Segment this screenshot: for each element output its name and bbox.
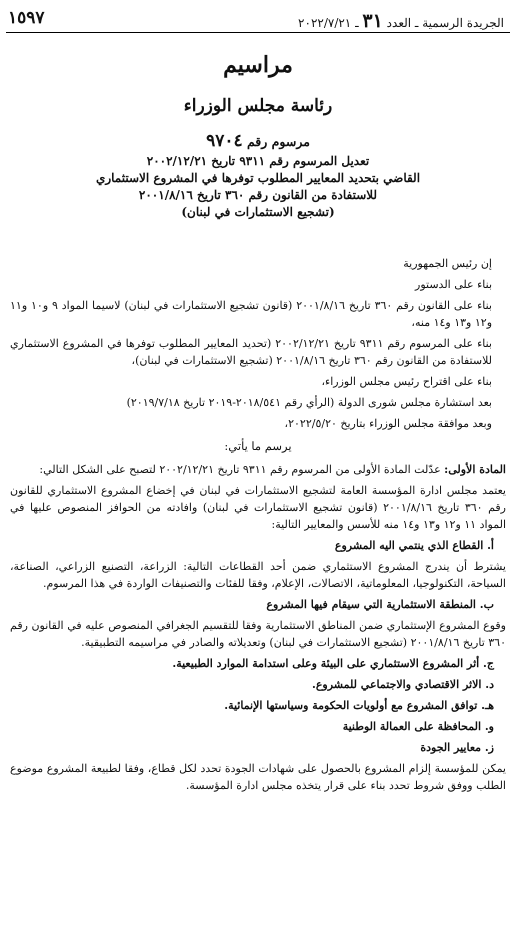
decrees-line: يرسم ما يأتي:: [224, 439, 292, 453]
preamble-line: بناء على المرسوم رقم ٩٣١١ تاريخ ٢٠٠٢/١٢/٢١ (تحديد المعايير المطلوب توفرها في المشروع الاستثماري للاستفادة من القانون رقم ٣٦٠ تاريخ ٢٠٠١/٨/١٦ (تشجيع الاستثمارات في لبنان)،: [10, 337, 492, 367]
decree-number: ٩٧٠٤: [206, 131, 243, 151]
decree-body: [10, 255, 506, 798]
authority-title: رئاسة مجلس الوزراء: [183, 96, 333, 116]
page-header: [6, 6, 510, 32]
journal-issue-line: [298, 10, 504, 32]
article-one-body: يعتمد مجلس ادارة المؤسسة العامة لتشجيع الاستثمارات في لبنان في إخضاع المشروع الاستثماري للقانون رقم ٣٦٠ تاريخ ٢٠٠١/٨/١٦ (قانون تشجيع الاستثمارات في لبنان) وافادته من الحوافز المنصوص عليها في المواد ١١ و١٢ و١٣ و١٤ منه للأسس والمعايير التالية:: [10, 484, 506, 531]
decree-title-line: للاستفادة من القانون رقم ٣٦٠ تاريخ ٢٠٠١/٨/١٦: [138, 188, 378, 202]
article-one: [10, 461, 506, 478]
preamble-line: بناء على اقتراح رئيس مجلس الوزراء،: [321, 375, 492, 388]
criterion-heading: و. المحافظة على العمالة الوطنية: [342, 720, 494, 733]
criterion-text: يشترط أن يندرج المشروع الاستثماري ضمن أحد القطاعات التالية: الزراعة، التصنيع الزراعي، الصناعة، السياحة، التكنولوجيا، المعلوماتية، الاتصالات، الإعلام، وفقا للفئات والتصنيفات الواردة في هذا المرسوم.: [10, 560, 506, 590]
criterion-heading: ج. أثر المشروع الاستثماري على البيئة وعلى استدامة الموارد الطبيعية.: [172, 657, 494, 670]
criterion-heading: هـ. توافق المشروع مع أولويات الحكومة وسياستها الإنمائية.: [224, 699, 494, 712]
preamble-line: بناء على القانون رقم ٣٦٠ تاريخ ٢٠٠١/٨/١٦ (قانون تشجيع الاستثمارات في لبنان) لاسيما المواد ٩ و١٠ و١١ و١٢ و١٣ و١٤ منه،: [10, 299, 492, 329]
journal-name: الجريدة الرسمية ـ العدد: [386, 16, 504, 30]
decree-title-line: تعديل المرسوم رقم ٩٣١١ تاريخ ٢٠٠٢/١٢/٢١: [146, 154, 370, 168]
article-one-label: المادة الأولى:: [444, 463, 506, 476]
decree-title-line: القاضي بتحديد المعايير المطلوب توفرها في المشروع الاستثماري: [95, 171, 421, 185]
issue-number: ٣١: [362, 10, 383, 32]
issue-date: ـ ٢٠٢٢/٧/٢١: [298, 16, 359, 30]
decree-title-line: (تشجيع الاستثمارات في لبنان): [181, 205, 335, 219]
decree-title: [20, 153, 496, 221]
criterion-heading: أ. القطاع الذي ينتمي اليه المشروع: [334, 539, 494, 552]
decree-label: مرسوم رقم: [246, 134, 310, 149]
preamble-line: إن رئيس الجمهورية: [403, 257, 492, 270]
preamble-line: بناء على الدستور: [415, 278, 492, 291]
criterion-heading: د. الاثر الاقتصادي والاجتماعي للمشروع.: [312, 678, 494, 691]
criterion-text: وقوع المشروع الإستثماري ضمن المناطق الاستثمارية وفقا للتقسيم الجغرافي المنصوص عليه في القانون رقم ٣٦٠ تاريخ ٢٠٠١/٨/١٦ (تشجيع الاستثمارات في لبنان) وتعديلاته والصادر في مراسيمه التطبيقية.: [10, 619, 506, 649]
article-one-text: عدّلت المادة الأولى من المرسوم رقم ٩٣١١ تاريخ ٢٠٠٢/١٢/٢١ لتصبح على الشكل التالي:: [39, 463, 441, 476]
criterion-text: يمكن للمؤسسة إلزام المشروع بالحصول على شهادات الجودة تحدد لكل قطاع، وفقا لطبيعة المشروع موضوع الطلب ووفق شروط تحدد بناء على قرار يتخذه مجلس ادارة المؤسسة.: [10, 762, 506, 792]
section-title: مراسيم: [223, 52, 293, 78]
criterion-heading: ز. معايير الجودة: [420, 741, 494, 754]
preamble-line: بعد استشارة مجلس شورى الدولة (الرأي رقم ٢٠١٨/٥٤١-٢٠١٩ تاريخ ٢٠١٩/٧/١٨): [126, 396, 492, 409]
header-rule: [6, 32, 510, 33]
page-number: ١٥٩٧: [8, 8, 45, 28]
decree-heading: [0, 133, 516, 150]
preamble-line: وبعد موافقة مجلس الوزراء بتاريخ ٢٠٢٢/٥/٢٠،: [284, 417, 492, 430]
criterion-heading: ب. المنطقة الاستثمارية التي سيقام فيها المشروع: [266, 598, 494, 611]
